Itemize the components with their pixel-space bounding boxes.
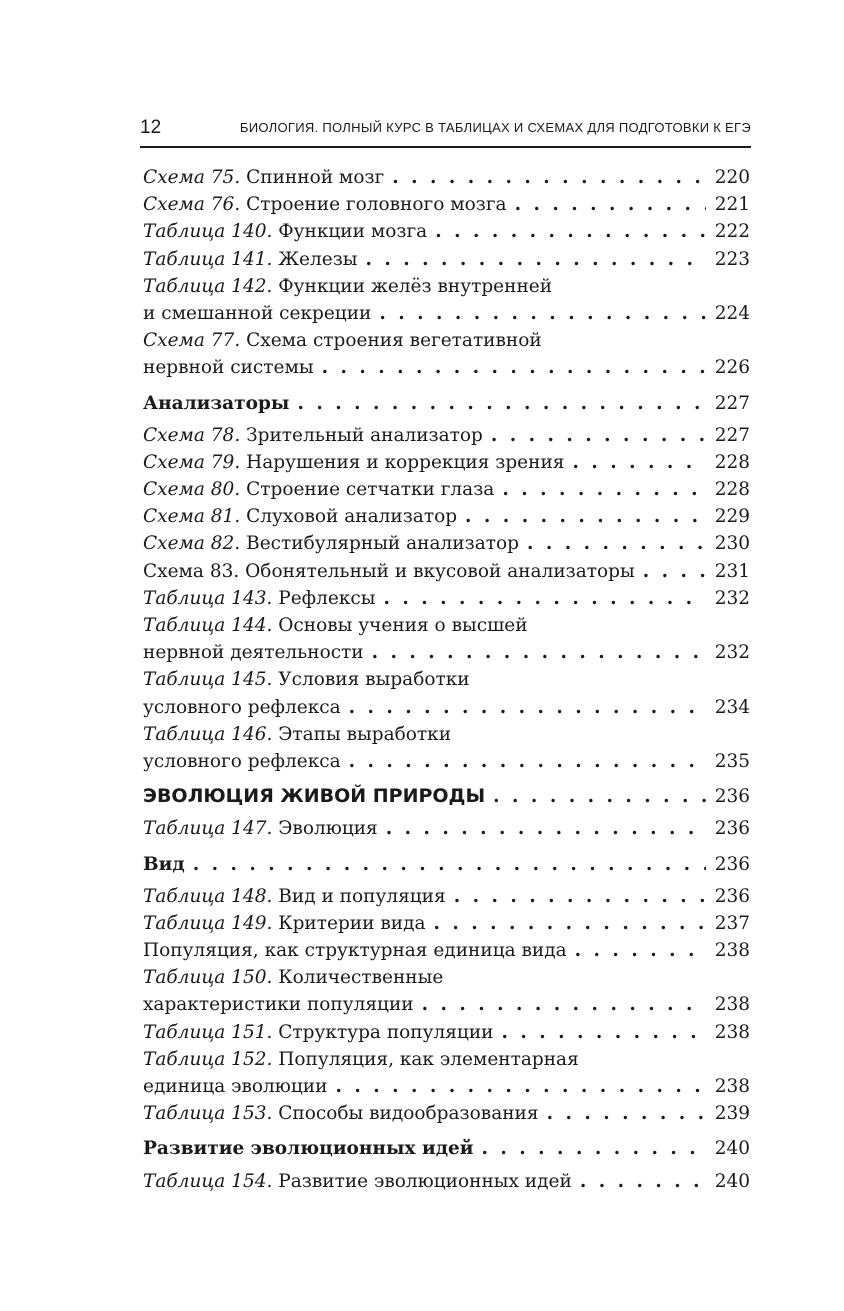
toc-entry-label bbox=[143, 1135, 474, 1162]
dot-leader bbox=[502, 476, 706, 503]
toc-page-ref: 237 bbox=[714, 912, 750, 934]
entry-title-continued: условного рефлекса bbox=[143, 750, 341, 772]
entry-title: Схема 83. Обонятельный и вкусовой анализаторы bbox=[143, 560, 635, 582]
dot-leader bbox=[392, 164, 706, 191]
toc-entry-label bbox=[143, 883, 446, 910]
entry-prefix: Таблица 140. bbox=[143, 221, 273, 243]
dot-leader bbox=[322, 354, 706, 381]
toc-entry-label bbox=[143, 666, 470, 693]
toc-page-ref: 238 bbox=[714, 1076, 750, 1097]
toc-entry-label bbox=[143, 1019, 493, 1046]
toc-entry-label bbox=[143, 164, 384, 191]
toc-page-ref: 220 bbox=[714, 167, 750, 188]
entry-prefix: Таблица 141. bbox=[143, 248, 273, 270]
toc-entry-label bbox=[143, 530, 519, 557]
toc-page-ref: 235 bbox=[714, 750, 750, 772]
toc-page-ref: 236 bbox=[714, 786, 750, 808]
toc-entry-label bbox=[143, 246, 358, 273]
toc-entry bbox=[143, 666, 750, 720]
toc-entry-label bbox=[143, 783, 485, 810]
dot-leader bbox=[527, 530, 706, 557]
dot-leader bbox=[384, 585, 707, 612]
entry-prefix: Таблица 149. bbox=[143, 912, 273, 934]
entry-title: Способы видообразования bbox=[278, 1103, 539, 1125]
toc-page-ref: 232 bbox=[714, 587, 750, 609]
toc-page-ref: 240 bbox=[714, 1138, 750, 1160]
toc-entry-label bbox=[143, 300, 371, 327]
toc-entry-label bbox=[143, 612, 528, 639]
entry-title: Основы учения о высшей bbox=[278, 615, 528, 636]
section-title: Вид bbox=[143, 853, 185, 875]
toc-page-ref: 229 bbox=[714, 506, 750, 528]
entry-title-continued: характеристики популяции bbox=[143, 994, 414, 1016]
entry-prefix: Схема 78. bbox=[143, 424, 241, 446]
toc-entry bbox=[143, 246, 750, 273]
entry-prefix: Схема 82. bbox=[143, 533, 241, 555]
toc-entry-label bbox=[143, 991, 414, 1018]
entry-title: Количественные bbox=[278, 967, 444, 989]
entry-title: Железы bbox=[278, 248, 358, 270]
entry-title: Схема строения вегетативной bbox=[246, 330, 542, 352]
dot-leader bbox=[349, 694, 706, 721]
entry-prefix: Таблица 154. bbox=[143, 1170, 273, 1192]
entry-title: Функции мозга bbox=[278, 221, 428, 243]
toc-page-ref: 228 bbox=[714, 451, 750, 473]
toc-entry-label bbox=[143, 449, 564, 476]
toc-entry bbox=[143, 191, 750, 218]
toc-page-ref: 222 bbox=[714, 221, 750, 243]
toc-entry bbox=[143, 783, 750, 810]
entry-title: Эволюция bbox=[278, 818, 378, 840]
header-rule bbox=[140, 146, 751, 148]
entry-prefix: Таблица 150. bbox=[143, 967, 273, 989]
dot-leader bbox=[366, 246, 706, 273]
toc-entry bbox=[143, 530, 750, 557]
entry-title: Вид и популяция bbox=[278, 885, 446, 907]
toc-entry-label bbox=[143, 748, 341, 775]
toc-entry bbox=[143, 390, 750, 417]
dot-leader bbox=[501, 1019, 706, 1046]
toc-entry bbox=[143, 585, 750, 612]
toc-entry-label bbox=[143, 694, 341, 721]
entry-title-continued: единица эволюции bbox=[143, 1076, 328, 1097]
entry-title: Этапы выработки bbox=[278, 723, 452, 745]
dot-leader bbox=[454, 883, 706, 910]
toc-entry bbox=[143, 1168, 750, 1195]
toc-entry-label bbox=[143, 558, 635, 585]
entry-prefix: Таблица 144. bbox=[143, 615, 273, 636]
toc-entry bbox=[143, 1046, 750, 1100]
toc-page-ref: 230 bbox=[714, 533, 750, 555]
page-number: 12 bbox=[140, 117, 162, 138]
toc-entry bbox=[143, 503, 750, 530]
entry-title: Функции желёз внутренней bbox=[278, 275, 553, 297]
toc-entry-label bbox=[143, 1046, 579, 1073]
toc-page-ref: 239 bbox=[714, 1103, 750, 1125]
toc-page-ref: 226 bbox=[714, 357, 750, 379]
toc-entry-label bbox=[143, 937, 567, 964]
dot-leader bbox=[493, 783, 706, 810]
toc-entry-label bbox=[143, 327, 542, 354]
page-header bbox=[140, 117, 751, 141]
entry-title: Вестибулярный анализатор bbox=[246, 533, 519, 555]
entry-prefix: Таблица 148. bbox=[143, 885, 273, 907]
toc-page-ref: 240 bbox=[714, 1170, 750, 1192]
toc-page-ref: 227 bbox=[714, 392, 750, 414]
entry-title: Популяция, как элементарная bbox=[278, 1048, 579, 1070]
toc-entry-label bbox=[143, 851, 185, 878]
toc-entry-label bbox=[143, 422, 483, 449]
toc-entry bbox=[143, 910, 750, 937]
toc-entry-label bbox=[143, 354, 314, 381]
dot-leader bbox=[379, 300, 706, 327]
dot-leader bbox=[335, 1073, 706, 1100]
toc-entry-label bbox=[143, 910, 426, 937]
entry-title: Строение головного мозга bbox=[246, 194, 507, 216]
entry-title: Строение сетчатки глаза bbox=[246, 479, 495, 501]
dot-leader bbox=[434, 910, 707, 937]
entry-prefix: Схема 75. bbox=[143, 167, 241, 188]
entry-prefix: Схема 80. bbox=[143, 479, 241, 501]
entry-title-continued: условного рефлекса bbox=[143, 696, 341, 718]
entry-title: Условия выработки bbox=[278, 669, 470, 691]
toc-page-ref: 223 bbox=[714, 248, 750, 270]
toc-entry bbox=[143, 476, 750, 503]
section-title: Анализаторы bbox=[143, 392, 290, 414]
entry-title: Рефлексы bbox=[278, 587, 376, 609]
toc-entry bbox=[143, 815, 750, 842]
dot-leader bbox=[297, 390, 706, 417]
toc-entry bbox=[143, 883, 750, 910]
entry-prefix: Таблица 152. bbox=[143, 1048, 273, 1070]
running-title: БИОЛОГИЯ. ПОЛНЫЙ КУРС В ТАБЛИЦАХ И СХЕМАХ ДЛЯ ПОДГОТОВКИ К ЕГЭ bbox=[239, 120, 751, 135]
entry-prefix: Таблица 145. bbox=[143, 669, 273, 691]
toc-entry-label bbox=[143, 273, 552, 300]
entry-title: Зрительный анализатор bbox=[246, 424, 483, 446]
entry-prefix: Таблица 143. bbox=[143, 587, 273, 609]
entry-prefix: Таблица 151. bbox=[143, 1021, 273, 1043]
entry-prefix: Схема 81. bbox=[143, 506, 241, 528]
toc-entry bbox=[143, 937, 750, 964]
toc-entry bbox=[143, 558, 750, 585]
entry-title-continued: и смешанной секреции bbox=[143, 302, 372, 324]
entry-title: Структура популяции bbox=[278, 1021, 494, 1043]
toc-page-ref: 227 bbox=[714, 424, 750, 446]
toc-entry-label bbox=[143, 218, 427, 245]
table-of-contents bbox=[143, 164, 750, 1195]
entry-prefix: Таблица 142. bbox=[143, 275, 273, 297]
dot-leader bbox=[580, 1168, 706, 1195]
entry-prefix: Таблица 147. bbox=[143, 818, 273, 840]
toc-page-ref: 236 bbox=[714, 853, 750, 875]
toc-page-ref: 236 bbox=[714, 818, 750, 840]
dot-leader bbox=[572, 449, 706, 476]
toc-entry bbox=[143, 164, 750, 191]
toc-page-ref: 234 bbox=[714, 696, 750, 718]
entry-title: Популяция, как структурная единица вида bbox=[143, 940, 567, 962]
toc-entry bbox=[143, 612, 750, 666]
toc-entry-label bbox=[143, 1100, 539, 1127]
entry-prefix: Схема 76. bbox=[143, 194, 241, 216]
toc-page-ref: 238 bbox=[714, 1021, 750, 1043]
entry-prefix: Схема 77. bbox=[143, 330, 241, 352]
dot-leader bbox=[465, 503, 706, 530]
toc-entry bbox=[143, 721, 750, 775]
toc-entry bbox=[143, 851, 750, 878]
dot-leader bbox=[372, 639, 706, 666]
section-title: Развитие эволюционных идей bbox=[143, 1138, 474, 1160]
toc-entry-label bbox=[143, 390, 289, 417]
toc-entry-label bbox=[143, 1073, 327, 1100]
toc-entry bbox=[143, 449, 750, 476]
toc-page-ref: 238 bbox=[714, 994, 750, 1016]
toc-entry bbox=[143, 1135, 750, 1162]
entry-title-continued: нервной деятельности bbox=[143, 642, 364, 664]
dot-leader bbox=[386, 815, 706, 842]
toc-page-ref: 224 bbox=[714, 302, 750, 324]
entry-title: Слуховой анализатор bbox=[246, 506, 458, 528]
toc-entry-label bbox=[143, 721, 451, 748]
toc-page-ref: 238 bbox=[714, 940, 750, 962]
toc-entry-label bbox=[143, 585, 376, 612]
dot-leader bbox=[193, 851, 706, 878]
toc-entry-label bbox=[143, 191, 507, 218]
toc-entry bbox=[143, 964, 750, 1018]
toc-entry-label bbox=[143, 639, 364, 666]
chapter-title: ЭВОЛЮЦИЯ ЖИВОЙ ПРИРОДЫ bbox=[143, 785, 486, 808]
toc-entry bbox=[143, 327, 750, 381]
entry-title: Развитие эволюционных идей bbox=[278, 1170, 572, 1192]
dot-leader bbox=[575, 937, 706, 964]
toc-page-ref: 232 bbox=[714, 642, 750, 664]
toc-page-ref: 236 bbox=[714, 885, 750, 907]
entry-title: Критерии вида bbox=[278, 912, 426, 934]
toc-entry-label bbox=[143, 815, 378, 842]
toc-page-ref: 228 bbox=[714, 479, 750, 501]
entry-prefix: Таблица 153. bbox=[143, 1103, 273, 1125]
dot-leader bbox=[643, 558, 706, 585]
dot-leader bbox=[515, 191, 706, 218]
toc-entry bbox=[143, 422, 750, 449]
toc-entry-label bbox=[143, 1168, 572, 1195]
dot-leader bbox=[547, 1100, 706, 1127]
dot-leader bbox=[349, 748, 706, 775]
dot-leader bbox=[491, 422, 706, 449]
toc-entry bbox=[143, 1019, 750, 1046]
toc-entry bbox=[143, 273, 750, 327]
toc-page-ref: 231 bbox=[714, 560, 750, 582]
entry-title-continued: нервной системы bbox=[143, 357, 314, 379]
dot-leader bbox=[435, 218, 706, 245]
entry-prefix: Таблица 146. bbox=[143, 723, 273, 745]
toc-entry bbox=[143, 1100, 750, 1127]
entry-title: Спинной мозг bbox=[246, 167, 385, 188]
entry-prefix: Схема 79. bbox=[143, 451, 241, 473]
toc-page-ref: 221 bbox=[714, 194, 750, 216]
toc-entry-label bbox=[143, 476, 494, 503]
dot-leader bbox=[422, 991, 706, 1018]
toc-entry-label bbox=[143, 964, 443, 991]
dot-leader bbox=[482, 1135, 706, 1162]
toc-entry bbox=[143, 218, 750, 245]
entry-title: Нарушения и коррекция зрения bbox=[246, 451, 565, 473]
toc-entry-label bbox=[143, 503, 457, 530]
